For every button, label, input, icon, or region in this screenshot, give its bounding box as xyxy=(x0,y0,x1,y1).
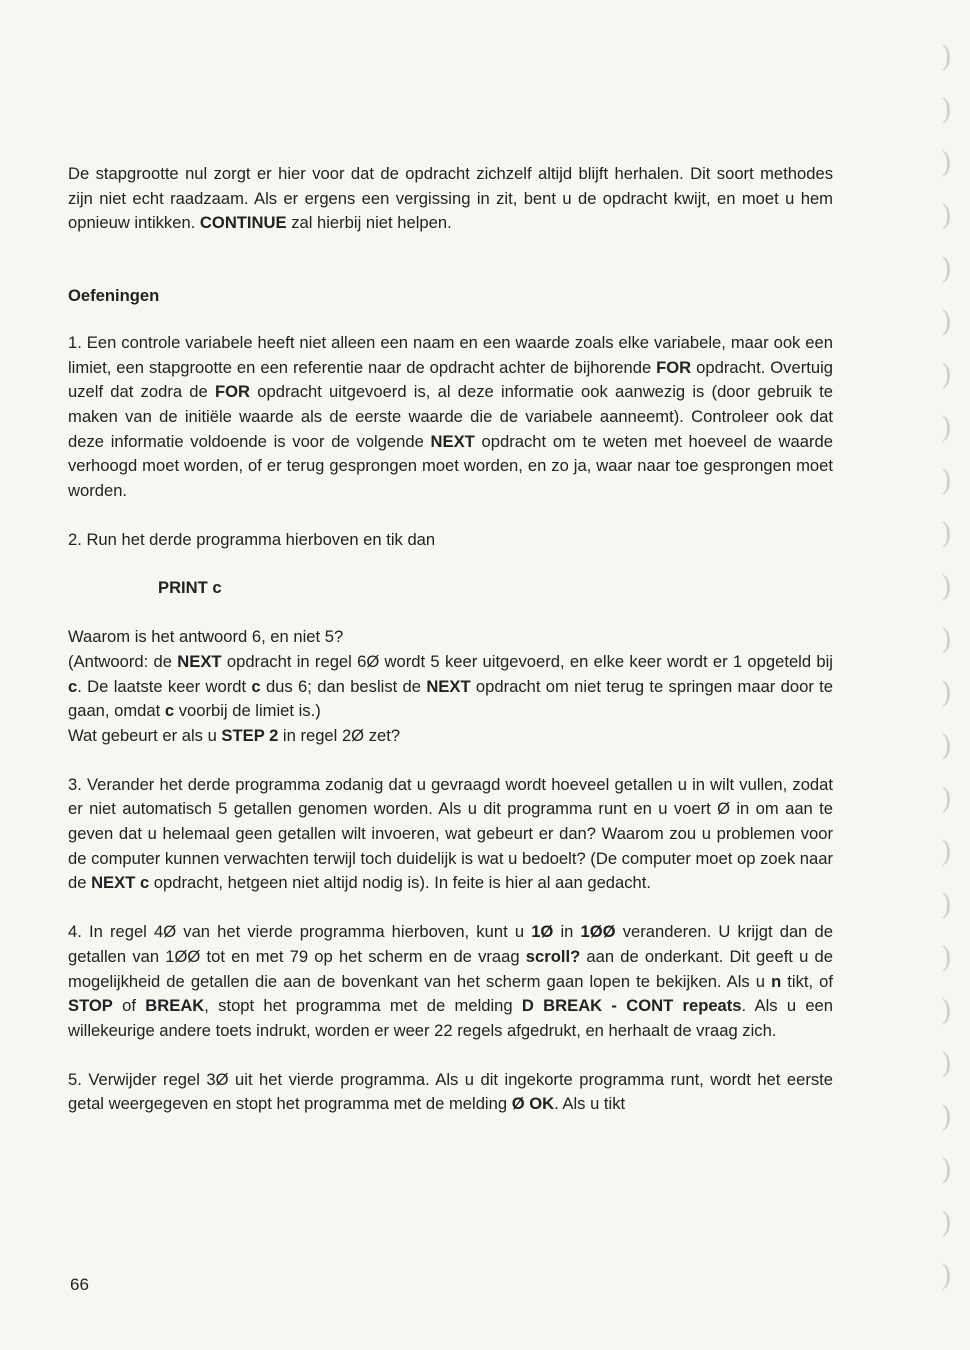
p2-segment: FOR xyxy=(215,382,251,402)
exercise-2-answer xyxy=(68,650,833,724)
exercise-2-question xyxy=(68,625,833,650)
p8-segment: scroll? xyxy=(525,946,581,966)
p5-segment: opdracht om niet terug te springen maar door te gaan, omdat xyxy=(68,676,834,721)
page-body xyxy=(68,162,833,1117)
p2-segment: FOR xyxy=(656,357,692,377)
exercise-2 xyxy=(68,528,833,553)
p2-segment: opdracht om te weten met hoeveel de waarde verhoogd moet worden, of er terug gesprongen moet worden, en zo ja, waar naar toe gesprongen moet worden. xyxy=(68,431,833,501)
p8-segment: tikt, of xyxy=(781,971,833,991)
p4-segment: Waarom is het antwoord 6, en niet 5? xyxy=(68,627,344,647)
p8-segment: n xyxy=(771,971,782,991)
p6-segment: STEP 2 xyxy=(221,725,279,745)
paragraph-intro xyxy=(68,162,833,236)
p9-segment: . Als u tikt xyxy=(554,1094,626,1114)
p8-segment: aan de onderkant. Dit geeft u de mogelijkheid de getallen die aan de bovenkant van het scherm gaan lopen te bekijken. Als u xyxy=(68,946,833,991)
p7-segment: opdracht, hetgeen niet altijd nodig is). In feite is hier al aan gedacht. xyxy=(149,873,652,893)
p6-segment: in regel 2Ø zet? xyxy=(278,725,401,745)
section-heading: Oefeningen xyxy=(68,286,160,306)
p8-segment: STOP xyxy=(68,996,113,1016)
p5-segment: . De laatste keer wordt xyxy=(77,676,252,696)
p5-segment: opdracht in regel 6Ø wordt 5 keer uitgevoerd, en elke keer wordt er 1 opgeteld bij xyxy=(221,651,833,671)
p3-segment: 2. Run het derde programma hierboven en tik dan xyxy=(68,529,436,549)
p5-segment: NEXT xyxy=(177,651,222,671)
p5-segment: voorbij de limiet is.) xyxy=(174,701,321,721)
p1-segment: zal hierbij niet helpen. xyxy=(286,213,452,233)
p8-segment: in xyxy=(553,922,581,942)
p5-segment: NEXT xyxy=(426,676,471,696)
p5-segment: c xyxy=(251,676,261,696)
p6-segment: Wat gebeurt er als u xyxy=(68,725,222,745)
p2-segment: opdracht uitgevoerd is, al deze informatie ook aanwezig is (door gebruik te maken van de initiële waarde als de eerste waarde die de variabele aanneemt). Controleer ook dat deze informatie voldoende is voor de volgende xyxy=(68,382,834,451)
p8-segment: 4. In regel 4Ø van het vierde programma hierboven, kunt u xyxy=(68,922,532,942)
page-number: 66 xyxy=(70,1275,89,1294)
binding-holes-decoration: ) ) ) ) ) ) ) ) ) ) ) ) ) ) ) ) ) ) ) ) ) ) ) ) xyxy=(941,40,952,1292)
p8-segment: of xyxy=(112,996,146,1016)
p5-segment: c xyxy=(68,676,78,696)
code-print-c: PRINT c xyxy=(158,578,222,598)
p8-segment: veranderen. U krijgt dan de getallen van 1ØØ tot en met 79 op het scherm en de vraag xyxy=(68,922,833,966)
p2-segment: NEXT xyxy=(430,431,475,451)
p1-segment: CONTINUE xyxy=(199,213,287,233)
p8-segment: D BREAK - CONT repeats xyxy=(521,996,742,1016)
p8-segment: BREAK xyxy=(145,996,205,1016)
p7-segment: NEXT c xyxy=(91,873,150,893)
exercise-4 xyxy=(68,920,833,1044)
p5-segment: (Antwoord: de xyxy=(68,651,178,671)
p5-segment: dus 6; dan beslist de xyxy=(260,676,427,696)
exercise-1 xyxy=(68,331,833,504)
p8-segment: . Als u een willekeurige andere toets indrukt, worden er weer 22 regels afgedrukt, en herhaalt de vraag zich. xyxy=(68,996,834,1040)
p8-segment: 1Ø xyxy=(531,922,554,942)
p9-segment: Ø OK xyxy=(511,1094,555,1114)
exercise-3 xyxy=(68,773,833,897)
p2-segment: 1. Een controle variabele heeft niet alleen een naam en een waarde zoals elke variabele, maar ook een limiet, een stapgrootte en een referentie naar de opdracht achter de bijhorende xyxy=(68,332,833,377)
p2-segment: opdracht. Overtuig uzelf dat zodra de xyxy=(68,357,833,402)
p7-segment: 3. Verander het derde programma zodanig dat u gevraagd wordt hoeveel getallen u in wilt vullen, zodat er niet automatisch 5 getallen genomen worden. Als u dit programma runt en u voert Ø in om aan te geven dat u helemaal geen getallen wilt invoeren, wat gebeurt er dan? Waarom zou u problemen voor de computer kunnen verwachten terwijl toch duidelijk is wat u bedoelt? (De computer moet op zoek naar de xyxy=(68,774,833,893)
p5-segment: c xyxy=(164,701,175,721)
exercise-5 xyxy=(68,1068,833,1117)
p8-segment: , stopt het programma met de melding xyxy=(204,996,522,1016)
p8-segment: 1ØØ xyxy=(580,922,616,942)
exercise-2-followup xyxy=(68,724,833,749)
p1-segment: De stapgrootte nul zorgt er hier voor dat de opdracht zichzelf altijd blijft herhalen. Dit soort methodes zijn niet echt raadzaam. Als er ergens een vergissing in zit, bent u de opdracht kwijt, en moet u hem opnieuw intikken. xyxy=(68,164,833,233)
p9-segment: 5. Verwijder regel 3Ø uit het vierde programma. Als u dit ingekorte programma runt, wordt het eerste getal weergegeven en stopt het programma met de melding xyxy=(68,1069,833,1114)
